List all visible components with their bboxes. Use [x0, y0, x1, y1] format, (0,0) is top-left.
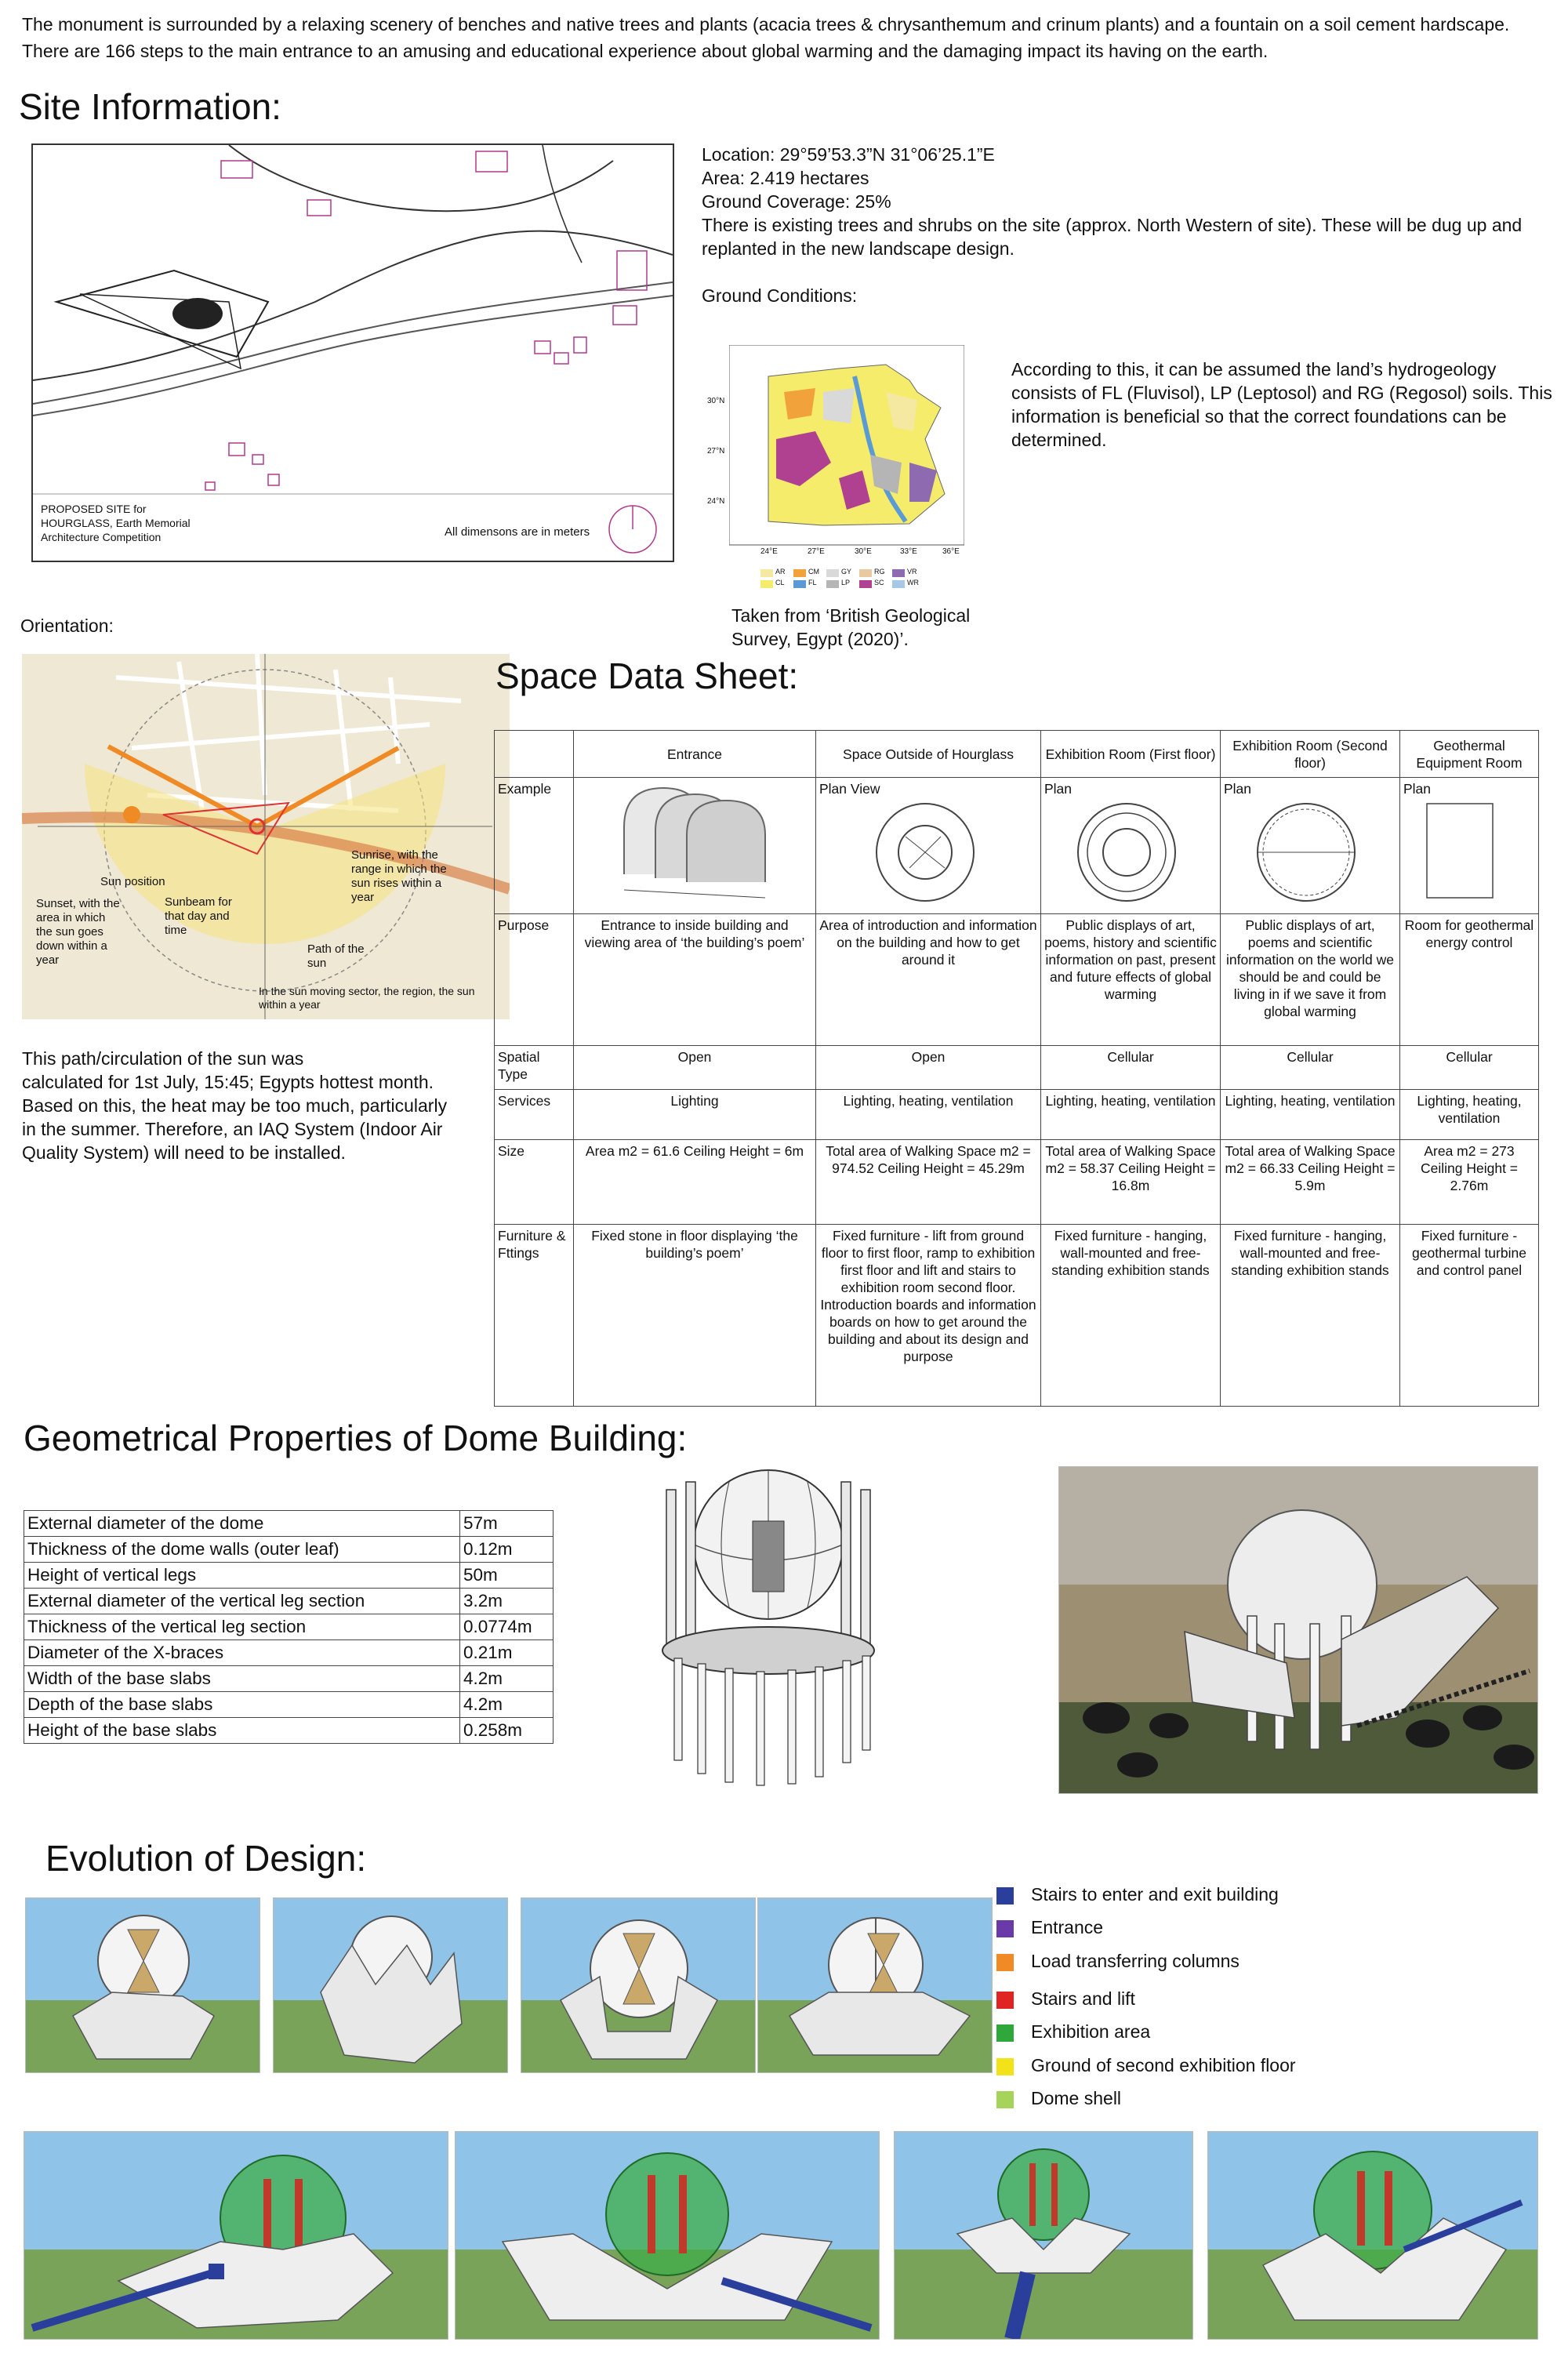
cell-spatial-geothermal: Cellular	[1400, 1046, 1539, 1090]
intro-line-2: There are 166 steps to the main entrance to an amusing and educational experience about global warming and the damaging impact its having on the earth.	[22, 41, 1269, 61]
soil-map	[707, 345, 964, 612]
label-sun-path: Path of the sun	[307, 942, 365, 970]
cell-furniture-second: Fixed furniture - hanging, wall-mounted and free-standing exhibition stands	[1221, 1225, 1400, 1407]
cell-spatial-outside: Open	[816, 1046, 1041, 1090]
geology-line-1: According to this, it can be assumed the land’s hydrogeology	[1011, 359, 1497, 379]
cell-purpose-first: Public displays of art, poems, history and scientific information on past, present and future effects of global warming	[1041, 914, 1221, 1046]
site-plan-drawing	[33, 145, 673, 561]
source-line-2: Survey, Egypt (2020)’.	[731, 629, 909, 649]
final-render-1-graphic	[24, 2132, 448, 2339]
table-row	[24, 1718, 554, 1744]
sun-path-diagram	[22, 654, 510, 1019]
first-floor-plan-drawing	[1044, 797, 1209, 907]
soil-swatch-wr	[892, 580, 905, 588]
cell-spatial-first: Cellular	[1041, 1046, 1221, 1090]
entrance-arches-drawing	[608, 780, 781, 906]
geo-value: 0.258m	[460, 1718, 554, 1744]
geo-label: External diameter of the vertical leg section	[24, 1589, 460, 1614]
geometry-table	[24, 1510, 554, 1744]
lon-label-36: 36°E	[942, 547, 960, 556]
cell-example-second-floor	[1221, 778, 1400, 914]
cell-services-outside: Lighting, heating, ventilation	[816, 1090, 1041, 1140]
dome-structure-render	[651, 1458, 886, 1788]
site-photomontage	[1058, 1466, 1538, 1794]
geo-label: Diameter of the X-braces	[24, 1640, 460, 1666]
legend-label-stairs-lift: Stairs and lift	[1031, 1988, 1135, 2009]
legend-label-exhibition: Exhibition area	[1031, 2021, 1151, 2042]
table-row	[24, 1666, 554, 1692]
table-row-example	[495, 778, 1539, 914]
map-note-line-3: Architecture Competition	[41, 531, 162, 543]
soil-swatch-sc	[859, 580, 872, 588]
dome-structure-graphic	[651, 1458, 886, 1788]
geo-value: 3.2m	[460, 1589, 554, 1614]
legend-swatch-stairs-lift	[996, 1992, 1014, 2009]
table-corner-cell	[495, 731, 574, 778]
table-row	[24, 1589, 554, 1614]
soil-code-lp: LP	[841, 579, 851, 586]
soil-code-sc: SC	[874, 579, 884, 586]
legend-swatch-columns	[996, 1954, 1014, 1971]
final-render-3	[894, 2131, 1193, 2340]
site-details	[702, 143, 1556, 260]
evolution-heading: Evolution of Design:	[45, 1838, 367, 1879]
cell-example-geothermal	[1400, 778, 1539, 914]
col-header-outside: Space Outside of Hourglass	[816, 731, 1041, 778]
site-heading: Site Information:	[19, 86, 281, 127]
site-area: Area: 2.419 hectares	[702, 168, 869, 188]
cell-furniture-geothermal: Fixed furniture - geothermal turbine and control panel	[1400, 1225, 1539, 1407]
legend-exhibition	[1031, 2021, 1150, 2043]
geothermal-plan-drawing	[1403, 797, 1513, 907]
table-row	[24, 1692, 554, 1718]
site-location: Location: 29°59’53.3”N 31°06’25.1”E	[702, 144, 995, 165]
table-row	[24, 1511, 554, 1537]
lat-label-27: 27°N	[707, 447, 725, 456]
map-note-line-2: HOURGLASS, Earth Memorial	[41, 517, 191, 529]
orientation-line-1: This path/circulation of the sun was	[22, 1048, 304, 1069]
geology-text	[1011, 358, 1560, 452]
second-floor-plan-drawing	[1224, 797, 1388, 907]
lon-label-30: 30°E	[855, 547, 872, 556]
table-row	[24, 1537, 554, 1563]
lat-label-30: 30°N	[707, 397, 725, 405]
final-render-2	[455, 2131, 880, 2340]
soil-swatch-rg	[859, 569, 872, 577]
legend-dome-shell	[1031, 2087, 1121, 2109]
col-header-geothermal: Geothermal Equipment Room	[1400, 731, 1539, 778]
final-render-3-graphic	[895, 2132, 1192, 2339]
row-label-size: Size	[495, 1140, 574, 1225]
site-trees-line-1: There is existing trees and shrubs on the site (approx. North Western of site). These will be dug up and	[702, 215, 1523, 235]
evolution-render-3	[521, 1897, 756, 2073]
evolution-render-4	[757, 1897, 993, 2073]
legend-label-stairs-entry: Stairs to enter and exit building	[1031, 1884, 1279, 1905]
site-trees-line-2: replanted in the new landscape design.	[702, 238, 1014, 259]
lon-label-27: 27°E	[808, 547, 825, 556]
legend-stairs-entry	[1031, 1883, 1279, 1905]
final-render-4	[1207, 2131, 1538, 2340]
site-plan-map	[31, 143, 674, 562]
soil-map-source	[731, 604, 970, 651]
geo-value: 4.2m	[460, 1666, 554, 1692]
space-data-table	[494, 730, 1539, 1407]
table-row-purpose	[495, 914, 1539, 1046]
legend-label-columns: Load transferring columns	[1031, 1951, 1240, 1971]
cell-services-geothermal: Lighting, heating, ventilation	[1400, 1090, 1539, 1140]
row-label-spatial: Spatial Type	[495, 1046, 574, 1090]
final-render-4-graphic	[1208, 2132, 1537, 2339]
legend-swatch-stairs-entry	[996, 1887, 1014, 1905]
legend-swatch-exhibition	[996, 2024, 1014, 2042]
soil-code-wr: WR	[907, 579, 919, 586]
legend-stairs-lift	[1031, 1988, 1135, 2010]
soil-swatch-cm	[793, 569, 806, 577]
outside-plan-drawing	[819, 797, 1031, 907]
cell-example-outside	[816, 778, 1041, 914]
table-row-furniture	[495, 1225, 1539, 1407]
example-geothermal-label: Plan	[1403, 781, 1432, 797]
geo-value: 50m	[460, 1563, 554, 1589]
soil-code-fl: FL	[808, 579, 817, 586]
soil-swatch-vr	[892, 569, 905, 577]
evolution-render-1	[25, 1897, 260, 2073]
example-first-label: Plan	[1044, 781, 1073, 797]
map-dimensions-note: All dimensons are in meters	[445, 525, 590, 539]
example-outside-label: Plan View	[819, 781, 880, 797]
cell-size-geothermal: Area m2 = 273 Ceiling Height = 2.76m	[1400, 1140, 1539, 1225]
col-header-exhibition-first: Exhibition Room (First floor)	[1041, 731, 1221, 778]
cell-furniture-outside: Fixed furniture - lift from ground floor to first floor, ramp to exhibition first floor and lift and stairs to exhibition room second floor. Introduction boards and information boards on how to get around the building and about its design and purpose	[816, 1225, 1041, 1407]
geology-line-3: information is beneficial so that the correct foundations can be	[1011, 406, 1507, 427]
cell-purpose-second: Public displays of art, poems and scientific information on the world we should be and could be living in if we save it from global warming	[1221, 914, 1400, 1046]
legend-swatch-entrance	[996, 1920, 1014, 1937]
geometry-heading: Geometrical Properties of Dome Building:	[24, 1418, 688, 1458]
evolution-render-4-graphic	[758, 1898, 992, 2072]
evolution-render-1-graphic	[26, 1898, 260, 2072]
geo-label: Depth of the base slabs	[24, 1692, 460, 1718]
cell-size-second: Total area of Walking Space m2 = 66.33 Ceiling Height = 5.9m	[1221, 1140, 1400, 1225]
legend-entrance	[1031, 1916, 1103, 1938]
legend-columns	[1031, 1950, 1240, 1972]
space-data-heading: Space Data Sheet:	[495, 655, 799, 696]
legend-second-floor	[1031, 2054, 1296, 2076]
table-row-spatial	[495, 1046, 1539, 1090]
lon-label-33: 33°E	[900, 547, 917, 556]
cell-spatial-entrance: Open	[574, 1046, 816, 1090]
geo-value: 0.12m	[460, 1537, 554, 1563]
map-note	[41, 502, 191, 544]
geo-label: Thickness of the dome walls (outer leaf)	[24, 1537, 460, 1563]
label-sunrise: Sunrise, with the range in which the sun rises within a year	[351, 848, 447, 904]
table-row	[24, 1640, 554, 1666]
legend-label-dome-shell: Dome shell	[1031, 2088, 1122, 2108]
row-label-furniture: Furniture & Fttings	[495, 1225, 574, 1407]
map-note-line-1: PROPOSED SITE for	[41, 503, 147, 515]
site-coverage: Ground Coverage: 25%	[702, 191, 891, 212]
soil-code-vr: VR	[907, 568, 917, 576]
soil-code-cl: CL	[775, 579, 785, 586]
table-row	[24, 1563, 554, 1589]
final-render-2-graphic	[456, 2132, 879, 2339]
table-row	[24, 1614, 554, 1640]
col-header-exhibition-second: Exhibition Room (Second floor)	[1221, 731, 1400, 778]
geo-value: 0.0774m	[460, 1614, 554, 1640]
label-sun-position: Sun position	[100, 875, 165, 888]
table-row-services	[495, 1090, 1539, 1140]
orientation-heading: Orientation:	[20, 615, 114, 636]
orientation-line-4: in the summer. Therefore, an IAQ System (Indoor Air	[22, 1119, 443, 1139]
cell-services-second: Lighting, heating, ventilation	[1221, 1090, 1400, 1140]
orientation-line-5: Quality System) will need to be installed.	[22, 1142, 346, 1163]
ground-conditions-heading: Ground Conditions:	[702, 285, 858, 306]
cell-purpose-outside: Area of introduction and information on the building and how to get around it	[816, 914, 1041, 1046]
geo-value: 4.2m	[460, 1692, 554, 1718]
table-row-size	[495, 1140, 1539, 1225]
geo-label: Width of the base slabs	[24, 1666, 460, 1692]
geology-line-4: determined.	[1011, 430, 1107, 450]
soil-swatch-cl	[760, 580, 773, 588]
table-header-row	[495, 731, 1539, 778]
geo-value: 0.21m	[460, 1640, 554, 1666]
cell-size-entrance: Area m2 = 61.6 Ceiling Height = 6m	[574, 1140, 816, 1225]
soil-code-ar: AR	[775, 568, 786, 576]
orientation-line-2: calculated for 1st July, 15:45; Egypts hottest month.	[22, 1072, 434, 1092]
orientation-line-3: Based on this, the heat may be too much, particularly	[22, 1095, 448, 1116]
soil-swatch-lp	[826, 580, 839, 588]
cell-example-entrance	[574, 778, 816, 914]
legend-label-entrance: Entrance	[1031, 1917, 1104, 1937]
cell-size-outside: Total area of Walking Space m2 = 974.52 Ceiling Height = 45.29m	[816, 1140, 1041, 1225]
cell-example-first-floor	[1041, 778, 1221, 914]
source-line-1: Taken from ‘British Geological	[731, 605, 971, 626]
orientation-text	[22, 1047, 492, 1164]
col-header-entrance: Entrance	[574, 731, 816, 778]
cell-furniture-first: Fixed furniture - hanging, wall-mounted and free-standing exhibition stands	[1041, 1225, 1221, 1407]
lon-label-24: 24°E	[760, 547, 778, 556]
label-sunset: Sunset, with the area in which the sun goes down within a year	[36, 897, 120, 967]
cell-services-entrance: Lighting	[574, 1090, 816, 1140]
label-sun-sector: In the sun moving sector, the region, the sun within a year	[259, 985, 475, 1011]
lat-label-24: 24°N	[707, 497, 725, 506]
geo-value: 57m	[460, 1511, 554, 1537]
soil-swatch-ar	[760, 569, 773, 577]
row-label-purpose: Purpose	[495, 914, 574, 1046]
legend-swatch-dome-shell	[996, 2091, 1014, 2108]
legend-swatch-second-floor	[996, 2058, 1014, 2075]
evolution-render-2	[273, 1897, 508, 2073]
example-second-label: Plan	[1224, 781, 1252, 797]
soil-swatch-fl	[793, 580, 806, 588]
final-render-1	[24, 2131, 448, 2340]
evolution-render-2-graphic	[274, 1898, 507, 2072]
photomontage-graphic	[1059, 1467, 1537, 1793]
cell-purpose-geothermal: Room for geothermal energy control	[1400, 914, 1539, 1046]
soil-code-cm: CM	[808, 568, 819, 576]
cell-spatial-second: Cellular	[1221, 1046, 1400, 1090]
label-sunbeam: Sunbeam for that day and time	[165, 895, 232, 937]
row-label-example: Example	[495, 778, 574, 914]
cell-size-first: Total area of Walking Space m2 = 58.37 Ceiling Height = 16.8m	[1041, 1140, 1221, 1225]
intro-text	[22, 11, 1559, 64]
cell-furniture-entrance: Fixed stone in floor displaying ‘the building’s poem’	[574, 1225, 816, 1407]
soil-swatch-gy	[826, 569, 839, 577]
intro-line-1: The monument is surrounded by a relaxing scenery of benches and native trees and plants (acacia trees & chrysanthemum and crinum plants) and a fountain on a soil cement hardscape.	[22, 14, 1510, 34]
cell-purpose-entrance: Entrance to inside building and viewing area of ‘the building’s poem’	[574, 914, 816, 1046]
evolution-render-3-graphic	[521, 1898, 755, 2072]
soil-code-rg: RG	[874, 568, 885, 576]
geology-line-2: consists of FL (Fluvisol), LP (Leptosol) and RG (Regosol) soils. This	[1011, 383, 1552, 403]
cell-services-first: Lighting, heating, ventilation	[1041, 1090, 1221, 1140]
geo-label: Thickness of the vertical leg section	[24, 1614, 460, 1640]
geo-label: External diameter of the dome	[24, 1511, 460, 1537]
legend-label-second-floor: Ground of second exhibition floor	[1031, 2055, 1296, 2075]
geo-label: Height of the base slabs	[24, 1718, 460, 1744]
soil-code-gy: GY	[841, 568, 852, 576]
row-label-services: Services	[495, 1090, 574, 1140]
geo-label: Height of vertical legs	[24, 1563, 460, 1589]
